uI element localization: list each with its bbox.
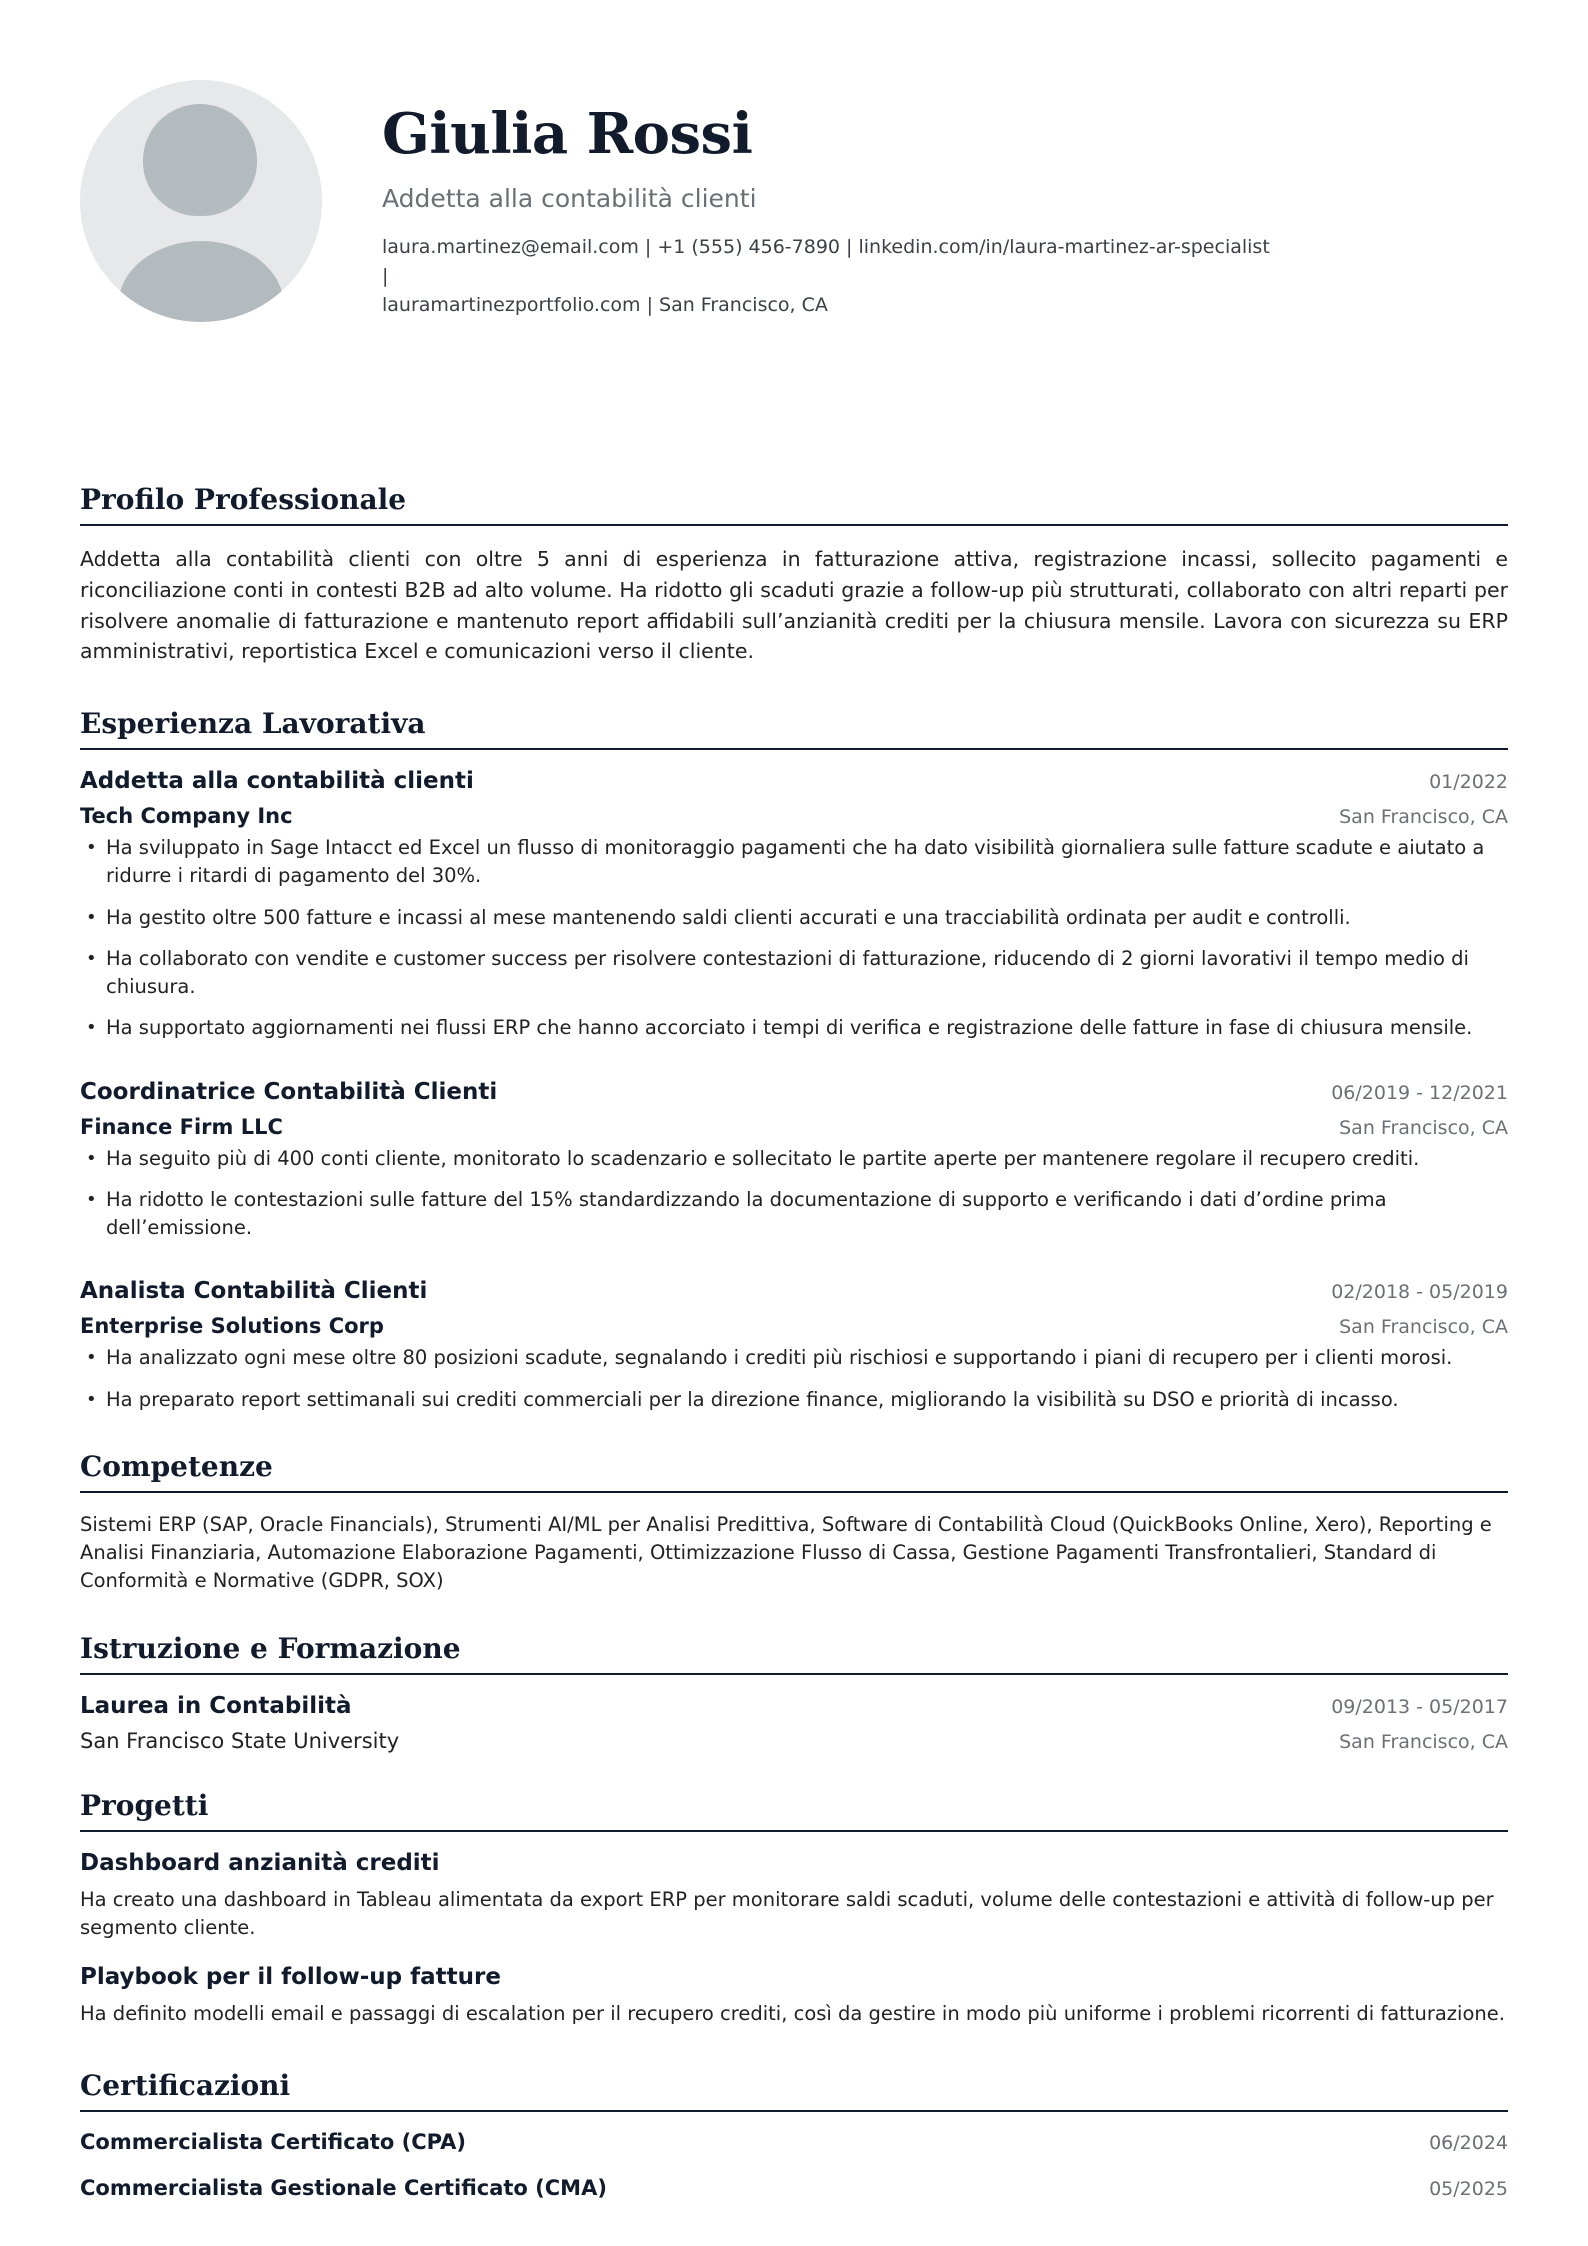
job-company: Finance Firm LLC [80, 1114, 283, 1139]
candidate-role: Addetta alla contabilità clienti [382, 183, 757, 213]
bullet-item: • Ha gestito oltre 500 fatture e incassi al mese mantenendo saldi clienti accurati e una tracciabilità ordinata per audit e controlli. [80, 904, 1508, 932]
education-location: San Francisco, CA [1339, 1730, 1508, 1753]
job-entry [80, 1079, 1508, 1243]
section-title-education: Istruzione e Formazione [80, 1632, 1508, 1675]
avatar-head-shape [143, 104, 257, 216]
contact-info [382, 233, 1282, 321]
project-description: Ha definito modelli email e passaggi di escalation per il recupero crediti, così da gestire in modo più uniforme i problemi ricorrenti di fatturazione. [80, 2002, 1505, 2026]
job-date: 06/2019 - 12/2021 [1331, 1081, 1508, 1104]
avatar [80, 80, 322, 322]
project-entry [80, 1964, 1508, 2028]
projects-section [80, 1789, 1508, 2029]
education-section [80, 1632, 1508, 1753]
resume-header [80, 80, 1508, 340]
job-location: San Francisco, CA [1339, 1116, 1508, 1139]
section-title-certifications: Certificazioni [80, 2069, 1508, 2112]
skills-section [80, 1450, 1508, 1596]
job-entry [80, 768, 1508, 1043]
bullet-item: • Ha ridotto le contestazioni sulle fatture del 15% standardizzando la documentazione di supporto e verificando i dati d’ordine prima dell’emissione. [80, 1186, 1508, 1243]
bullet-item: • Ha seguito più di 400 conti cliente, monitorato lo scadenzario e sollecitato le partite aperte per mantenere regolare il recupero crediti. [80, 1145, 1508, 1173]
section-title-projects: Progetti [80, 1789, 1508, 1832]
job-title: Addetta alla contabilità clienti [80, 768, 474, 794]
job-company: Enterprise Solutions Corp [80, 1314, 384, 1339]
certification-date: 05/2025 [1429, 2177, 1508, 2200]
school-name: San Francisco State University [80, 1728, 400, 1753]
skills-list: Sistemi ERP (SAP, Oracle Financials), Strumenti AI/ML per Analisi Predittiva, Software di Contabilità Cloud (QuickBooks Online, Xero), Reporting e Analisi Finanziaria, Automazione Elaborazione Pagamenti, Ottimizzazione Flusso di Cassa, Gestione Pagamenti Transfrontalieri, Standard di Conformità e Normative (GDPR, SOX) [80, 1512, 1492, 1593]
certification-name: Commercialista Certificato (CPA) [80, 2129, 466, 2154]
job-company: Tech Company Inc [80, 804, 293, 828]
job-bullets [80, 834, 1508, 1043]
project-title: Dashboard anzianità crediti [80, 1849, 440, 1876]
bullet-item: • Ha analizzato ogni mese oltre 80 posizioni scadute, segnalando i crediti più rischiosi e supportando i piani di recupero per i clienti morosi. [80, 1344, 1508, 1372]
section-title-profile: Profilo Professionale [80, 483, 1508, 526]
job-location: San Francisco, CA [1339, 806, 1508, 828]
header-text [382, 80, 1282, 321]
avatar-body-shape [118, 241, 284, 322]
bullet-item: • Ha sviluppato in Sage Intacct ed Excel un flusso di monitoraggio pagamenti che ha dato visibilità giornaliera sulle fatture scadute e aiutato a ridurre i ritardi di pagamento del 30%. [80, 834, 1508, 891]
profile-section [80, 483, 1508, 667]
bullet-item: • Ha supportato aggiornamenti nei flussi ERP che hanno accorciato i tempi di verifica e registrazione delle fatture in fase di chiusura mensile. [80, 1014, 1508, 1042]
contact-line-1: laura.martinez@email.com | +1 (555) 456-7890 | linkedin.com/in/laura-martinez-ar-specialist | [382, 235, 1270, 288]
project-title: Playbook per il follow-up fatture [80, 1964, 501, 1991]
job-date: 01/2022 [1429, 771, 1508, 793]
section-title-skills: Competenze [80, 1450, 1508, 1493]
job-bullets [80, 1145, 1508, 1243]
contact-line-2: lauramartinezportfolio.com | San Francisco, CA [382, 294, 828, 317]
job-title: Coordinatrice Contabilità Clienti [80, 1078, 498, 1105]
experience-section [80, 707, 1508, 1414]
job-location: San Francisco, CA [1339, 1316, 1508, 1339]
profile-summary: Addetta alla contabilità clienti con oltre 5 anni di esperienza in fatturazione attiva, registrazione incassi, sollecito pagamenti e riconciliazione conti in contesti B2B ad alto volume. Ha ridotto gli scaduti grazie a follow-up più strutturati, collaborato con altri reparti per risolvere anomalie di fatturazione e mantenuto report affidabili sull’anzianità crediti per la chiusura mensile. Lavora con sicurezza su ERP amministrativi, reportistica Excel e comunicazioni verso il cliente. [80, 547, 1508, 664]
project-entry [80, 1850, 1508, 1943]
job-title: Analista Contabilità Clienti [80, 1278, 428, 1305]
project-description: Ha creato una dashboard in Tableau alimentata da export ERP per monitorare saldi scaduti, volume delle contestazioni e attività di follow-up per segmento cliente. [80, 1887, 1494, 1939]
job-date: 02/2018 - 05/2019 [1331, 1281, 1508, 1304]
certifications-section [80, 2069, 1508, 2200]
education-date: 09/2013 - 05/2017 [1331, 1695, 1508, 1718]
bullet-item: • Ha collaborato con vendite e customer success per risolvere contestazioni di fatturazione, riducendo di 2 giorni lavorativi il tempo medio di chiusura. [80, 945, 1508, 1002]
certification-name: Commercialista Gestionale Certificato (CMA) [80, 2175, 607, 2200]
bullet-item: • Ha preparato report settimanali sui crediti commerciali per la direzione finance, migliorando la visibilità su DSO e priorità di incasso. [80, 1386, 1508, 1414]
degree-title: Laurea in Contabilità [80, 1692, 352, 1719]
section-title-experience: Esperienza Lavorativa [80, 707, 1508, 750]
job-bullets [80, 1344, 1508, 1414]
certification-row [80, 2130, 1508, 2154]
candidate-name: Giulia Rossi [382, 101, 753, 167]
certification-date: 06/2024 [1429, 2131, 1508, 2154]
job-entry [80, 1278, 1508, 1414]
certification-row [80, 2176, 1508, 2200]
